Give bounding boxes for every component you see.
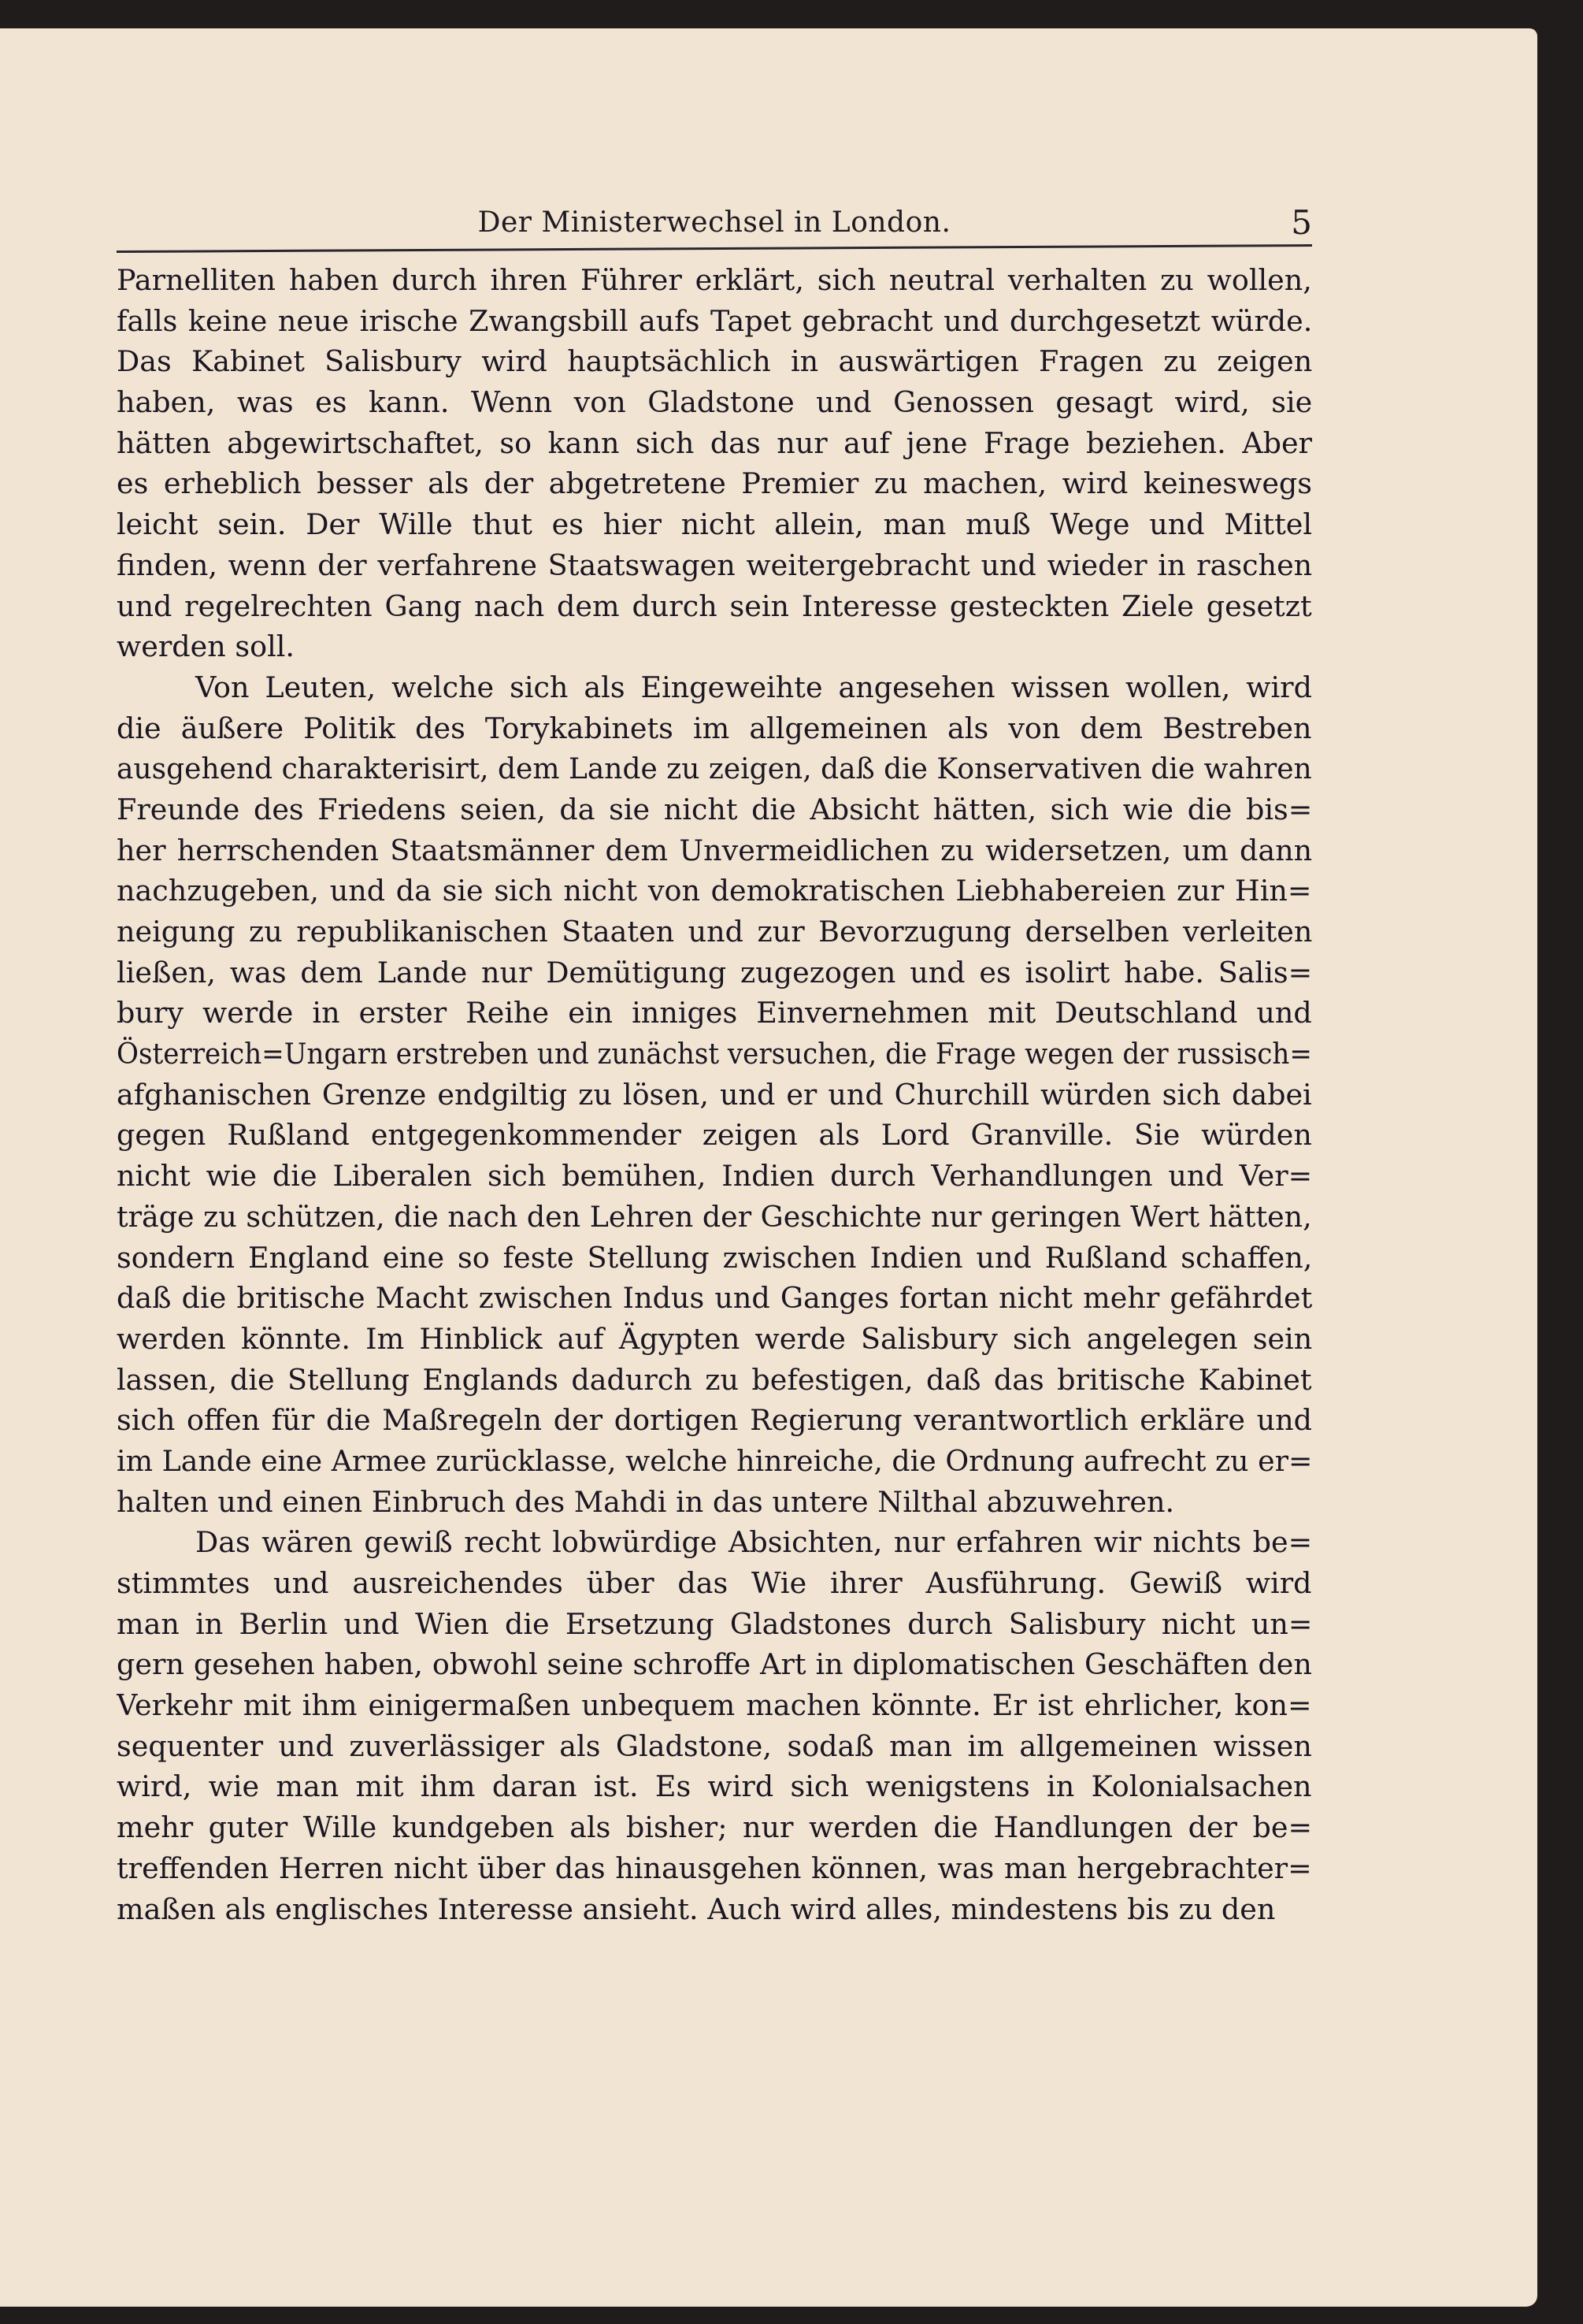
text-line-content: bury werde in erster Reihe ein inniges Einvernehmen mit Deutschland und xyxy=(117,996,1312,1030)
text-line-content: haben, was es kann. Wenn von Gladstone und Genossen gesagt wird, sie xyxy=(117,385,1312,420)
text-line xyxy=(117,382,1312,423)
text-line xyxy=(117,1807,1312,1848)
paragraph xyxy=(117,667,1312,1522)
text-line xyxy=(117,1726,1312,1767)
text-line-content: sequenter und zuverlässiger als Gladstone, sodaß man im allgemeinen wissen xyxy=(117,1728,1312,1763)
text-line xyxy=(117,586,1312,627)
text-line-content: träge zu schützen, die nach den Lehren der Geschichte nur geringen Wert hätten, xyxy=(117,1199,1312,1234)
text-line-content: im Lande eine Armee zurücklasse, welche hinreiche, die Ordnung aufrecht zu er= xyxy=(117,1443,1312,1478)
text-line xyxy=(117,1034,1312,1075)
text-line xyxy=(117,1156,1312,1197)
text-line-content: lassen, die Stellung Englands dadurch zu befestigen, daß das britische Kabinet xyxy=(117,1362,1312,1397)
running-title: Der Ministerwechsel in London. xyxy=(477,206,951,239)
text-line-content: Parnelliten haben durch ihren Führer erklärt, sich neutral verhalten zu wollen, xyxy=(117,263,1312,297)
text-line xyxy=(117,1441,1312,1482)
text-line-content: sich offen für die Maßregeln der dortigen Regierung verantwortlich erkläre und xyxy=(117,1403,1312,1438)
text-line xyxy=(117,1522,1312,1563)
text-line-content: leicht sein. Der Wille thut es hier nicht allein, man muß Wege und Mittel xyxy=(117,507,1312,542)
text-line xyxy=(117,1604,1312,1645)
text-line-content: Das wären gewiß recht lobwürdige Absichten, nur erfahren wir nichts be= xyxy=(195,1525,1312,1560)
text-line-content: gegen Rußland entgegenkommender zeigen als Lord Granville. Sie würden xyxy=(117,1118,1312,1153)
body-text xyxy=(117,260,1312,1929)
text-line-content: gern gesehen haben, obwohl seine schroffe Art in diplomatischen Geschäften den xyxy=(117,1647,1312,1682)
text-line xyxy=(117,1685,1312,1726)
text-line-content: Von Leuten, welche sich als Eingeweihte angesehen wissen wollen, wird xyxy=(195,670,1312,704)
text-line xyxy=(117,1563,1312,1604)
text-line-content: daß die britische Macht zwischen Indus und Ganges fortan nicht mehr gefährdet xyxy=(117,1281,1312,1316)
text-line xyxy=(117,1197,1312,1238)
text-line-content: her herrschenden Staatsmänner dem Unvermeidlichen zu widersetzen, um dann xyxy=(117,833,1312,867)
text-line xyxy=(117,748,1312,789)
text-line xyxy=(117,871,1312,911)
text-line xyxy=(117,260,1312,301)
text-line-content: Das Kabinet Salisbury wird hauptsächlich in auswärtigen Fragen zu zeigen xyxy=(117,344,1312,379)
text-line xyxy=(117,1400,1312,1441)
text-line xyxy=(117,911,1312,952)
text-line-content: maßen als englisches Interesse ansieht. Auch wird alles, mindestens bis zu den xyxy=(117,1891,1276,1926)
text-line-content: nicht wie die Liberalen sich bemühen, Indien durch Verhandlungen und Ver= xyxy=(117,1159,1312,1194)
text-line xyxy=(117,423,1312,464)
text-line xyxy=(117,1115,1312,1156)
text-line-content: werden könnte. Im Hinblick auf Ägypten werde Salisbury sich angelegen sein xyxy=(117,1321,1312,1356)
text-line xyxy=(117,1766,1312,1807)
text-line-content: halten und einen Einbruch des Mahdi in das untere Nilthal abzuwehren. xyxy=(117,1484,1175,1519)
text-line xyxy=(117,952,1312,993)
text-line xyxy=(117,1644,1312,1685)
text-line xyxy=(117,1075,1312,1116)
text-line xyxy=(117,504,1312,545)
page-header xyxy=(117,203,1312,246)
text-line-content: werden soll. xyxy=(117,629,295,664)
text-line xyxy=(117,1238,1312,1279)
text-line xyxy=(117,463,1312,504)
text-line xyxy=(117,301,1312,342)
text-line-content: wird, wie man mit ihm daran ist. Es wird sich wenigstens in Kolonialsachen xyxy=(117,1769,1312,1804)
text-line-content: neigung zu republikanischen Staaten und zur Bevorzugung derselben verleiten xyxy=(117,915,1312,949)
text-line-content: falls keine neue irische Zwangsbill aufs Tapet gebracht und durchgesetzt würde. xyxy=(117,303,1312,338)
text-line xyxy=(117,830,1312,871)
text-line-content: man in Berlin und Wien die Ersetzung Gladstones durch Salisbury nicht un= xyxy=(117,1606,1312,1641)
text-line xyxy=(117,1319,1312,1360)
text-line-content: hätten abgewirtschaftet, so kann sich das nur auf jene Frage beziehen. Aber xyxy=(117,425,1312,460)
text-line-content: Österreich=Ungarn erstreben und zunächst versuchen, die Frage wegen der russisch= xyxy=(117,1037,1312,1071)
text-line-content: es erheblich besser als der abgetretene Premier zu machen, wird keineswegs xyxy=(117,466,1312,501)
text-line-content: treffenden Herren nicht über das hinausgehen können, was man hergebrachter= xyxy=(117,1851,1312,1885)
text-line-content: Verkehr mit ihm einigermaßen unbequem machen könnte. Er ist ehrlicher, kon= xyxy=(117,1688,1312,1723)
paragraph xyxy=(117,260,1312,667)
text-line-content: und regelrechten Gang nach dem durch sein Interesse gesteckten Ziele gesetzt xyxy=(117,588,1312,623)
text-line-content: Freunde des Friedens seien, da sie nicht die Absicht hätten, sich wie die bis= xyxy=(117,792,1312,826)
text-line-content: die äußere Politik des Torykabinets im allgemeinen als von dem Bestreben xyxy=(117,711,1312,745)
text-line-content: afghanischen Grenze endgiltig zu lösen, und er und Churchill würden sich dabei xyxy=(117,1077,1312,1112)
text-line xyxy=(117,1482,1312,1523)
text-line xyxy=(117,1889,1312,1930)
text-line xyxy=(117,708,1312,749)
text-line-content: mehr guter Wille kundgeben als bisher; nur werden die Handlungen der be= xyxy=(117,1810,1312,1845)
text-line xyxy=(117,1360,1312,1401)
text-line xyxy=(117,341,1312,382)
text-line xyxy=(117,993,1312,1034)
text-line xyxy=(117,626,1312,667)
text-line xyxy=(117,789,1312,830)
text-line-content: ausgehend charakterisirt, dem Lande zu zeigen, daß die Konservativen die wahren xyxy=(117,752,1312,786)
text-line xyxy=(117,667,1312,708)
paragraph xyxy=(117,1522,1312,1929)
text-line-content: nachzugeben, und da sie sich nicht von demokratischen Liebhabereien zur Hin= xyxy=(117,874,1312,908)
text-line-content: ließen, was dem Lande nur Demütigung zugezogen und es isolirt habe. Salis= xyxy=(117,955,1312,989)
text-line xyxy=(117,1278,1312,1319)
text-line-content: stimmtes und ausreichendes über das Wie ihrer Ausführung. Gewiß wird xyxy=(117,1566,1312,1600)
text-line-content: sondern England eine so feste Stellung zwischen Indien und Rußland schaffen, xyxy=(117,1240,1312,1275)
text-line xyxy=(117,1848,1312,1889)
page-number: 5 xyxy=(1291,203,1312,242)
text-line-content: finden, wenn der verfahrene Staatswagen weitergebracht und wieder in raschen xyxy=(117,548,1312,582)
text-line xyxy=(117,545,1312,586)
